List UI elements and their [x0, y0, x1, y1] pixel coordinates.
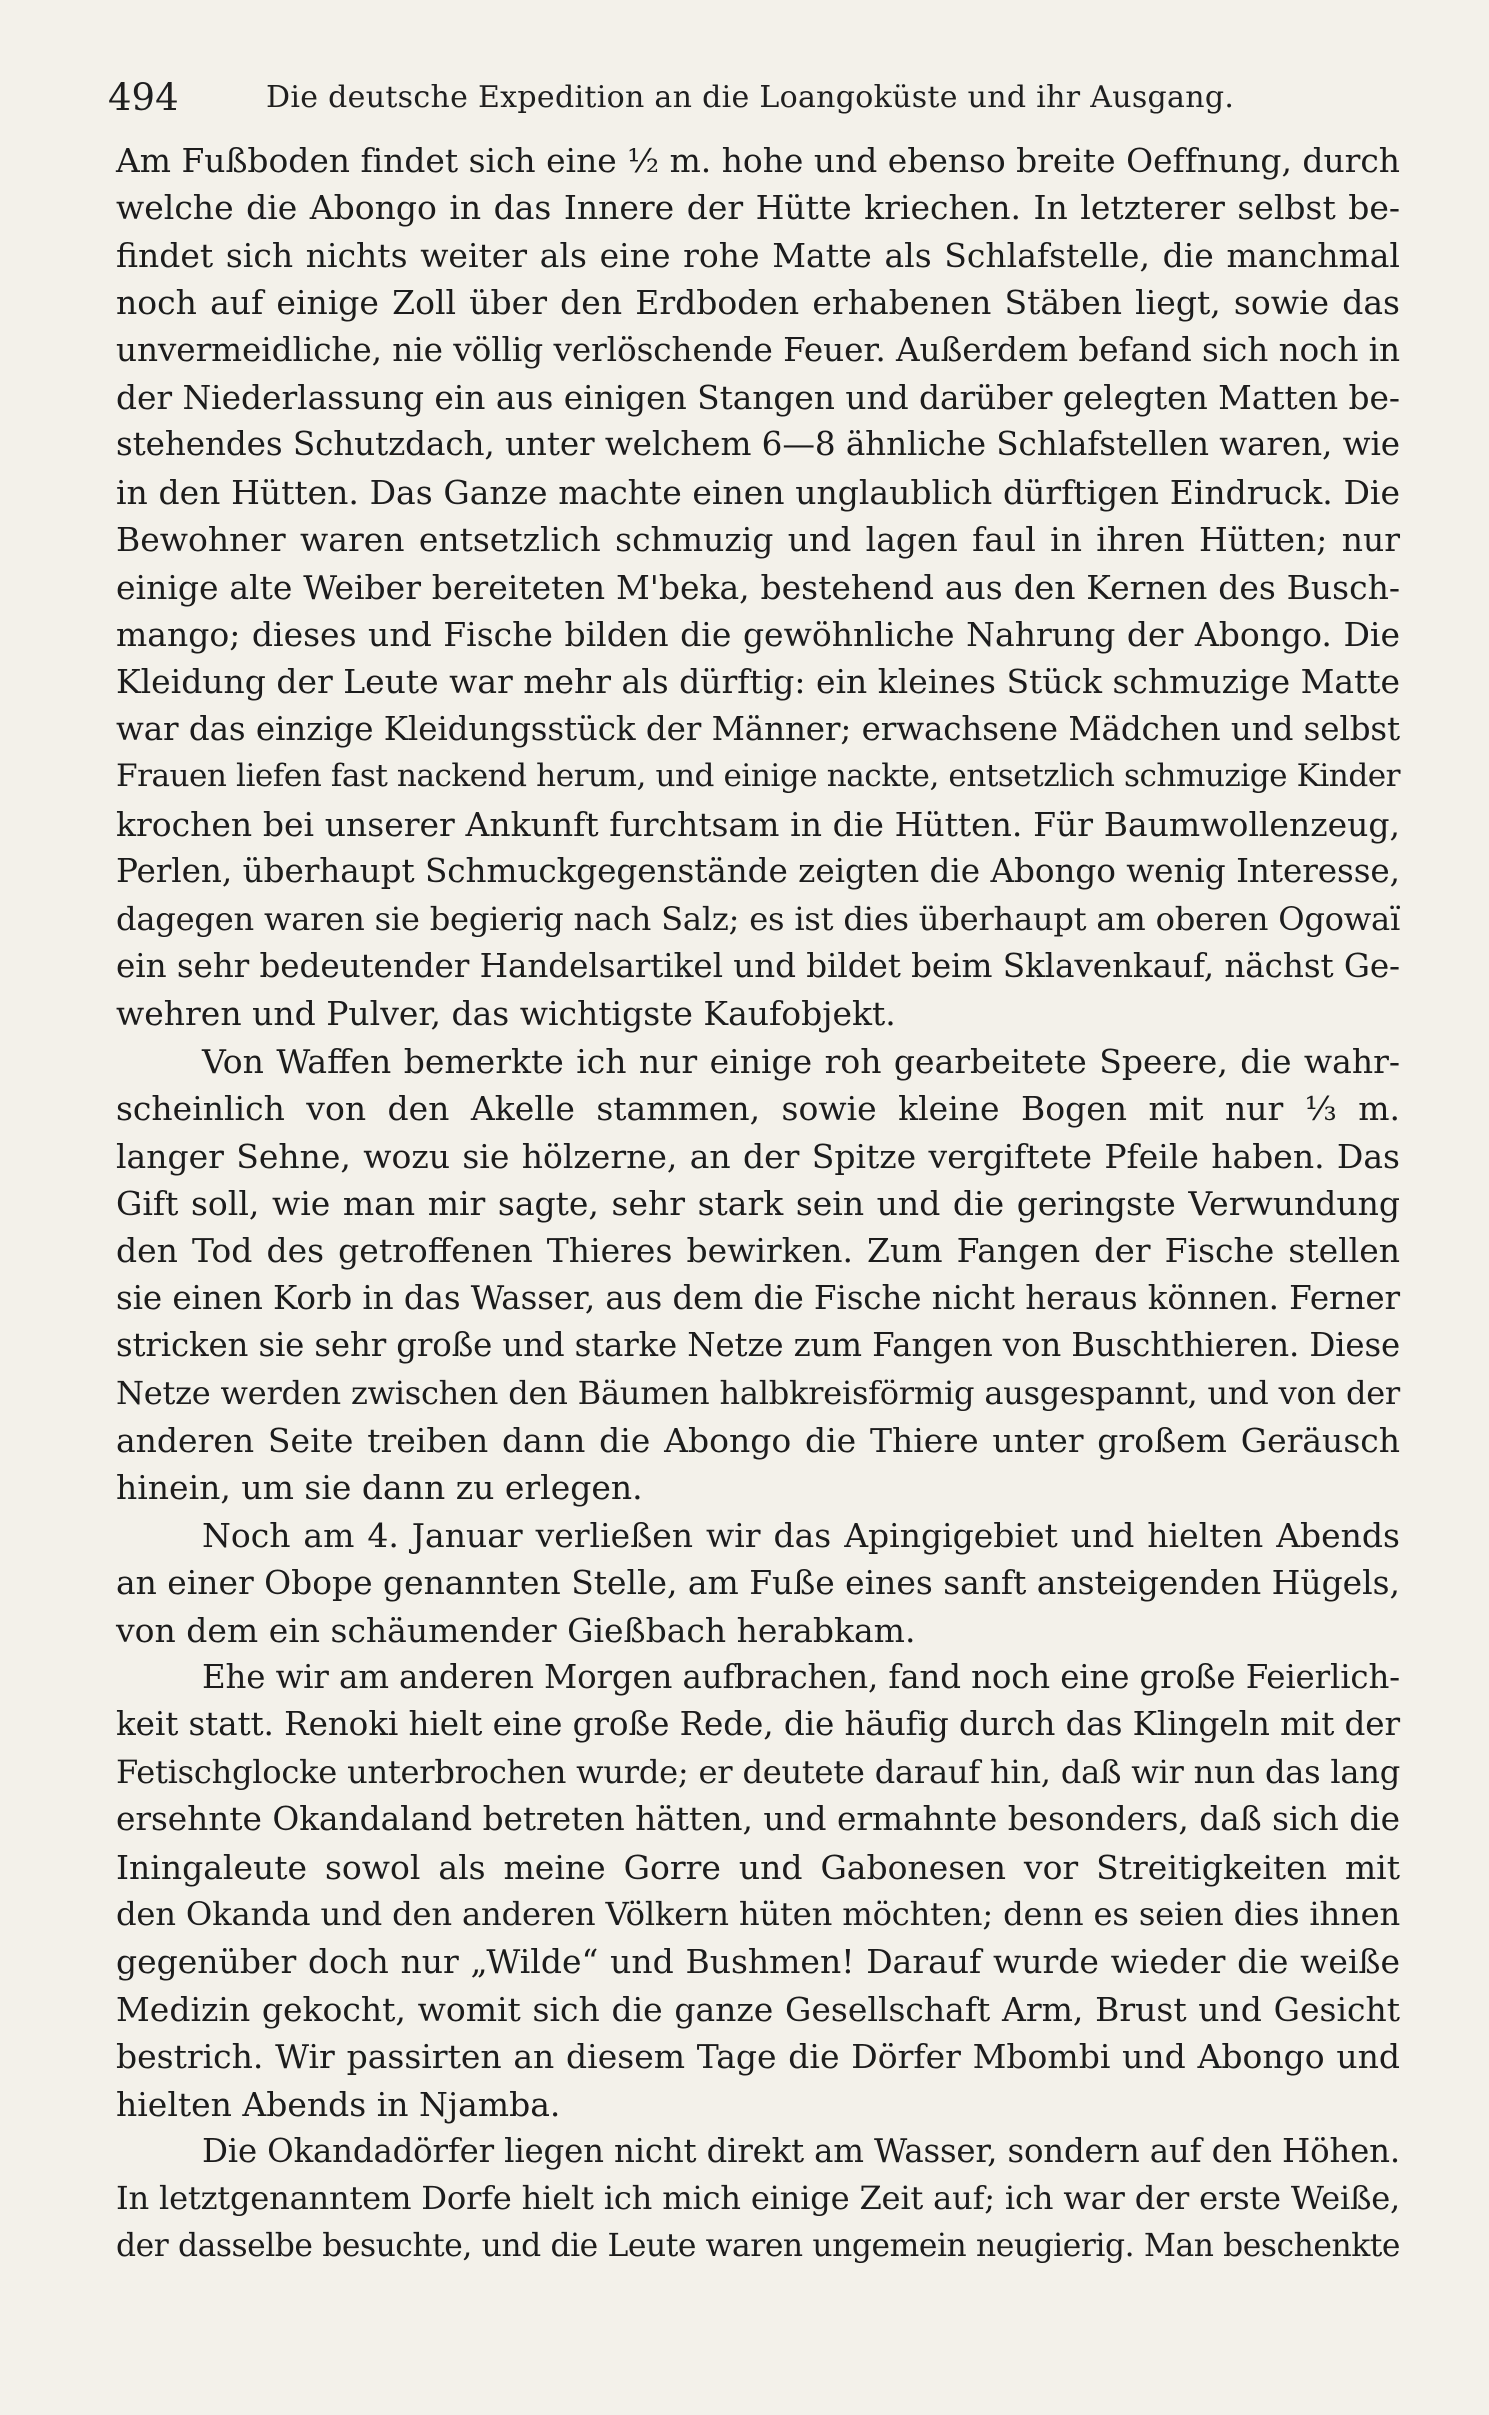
text-line: war das einzige Kleidungsstück der Männer; erwachsene Mädchen und selbst [116, 709, 1400, 748]
text-line: hinein, um sie dann zu erlegen. [116, 1468, 643, 1508]
text-line: dagegen waren sie begierig nach Salz; es ist dies überhaupt am oberen Ogowaï [116, 899, 1400, 938]
text-line: In letztgenanntem Dorfe hielt ich mich einige Zeit auf; ich war der erste Weiße, [116, 2179, 1400, 2218]
text-line: Bewohner waren entsetzlich schmuzig und lagen faul in ihren Hütten; nur [116, 520, 1400, 560]
text-line: unvermeidliche, nie völlig verlöschende Feuer. Außerdem befand sich noch in [116, 330, 1400, 369]
text-line: sie einen Korb in das Wasser, aus dem die Fische nicht heraus können. Ferner [116, 1278, 1400, 1317]
text-line: stricken sie sehr große und starke Netze zum Fangen von Buschthieren. Diese [116, 1326, 1400, 1365]
text-line: Iningaleute sowol als meine Gorre und Gabonesen vor Streitigkeiten mit [116, 1847, 1400, 1887]
text-line: an einer Obope genannten Stelle, am Fuße eines sanft ansteigenden Hügels, [116, 1563, 1400, 1603]
page-number: 494 [108, 76, 179, 119]
text-line: gegenüber doch nur „Wilde“ und Bushmen! Darauf wurde wieder die weiße [116, 1942, 1400, 1982]
text-line: Kleidung der Leute war mehr als dürftig: ein kleines Stück schmuzige Matte [116, 662, 1400, 702]
paragraph [116, 1654, 1400, 2128]
text-line: noch auf einige Zoll über den Erdboden erhabenen Stäben liegt, sowie das [116, 283, 1400, 323]
text-line: in den Hütten. Das Ganze machte einen unglaublich dürftigen Eindruck. Die [116, 472, 1400, 512]
text-line: Von Waffen bemerkte ich nur einige roh gearbeitete Speere, die wahr- [202, 1041, 1400, 1081]
paragraph [116, 1512, 1400, 1654]
paragraph [116, 137, 1400, 1038]
paragraph [116, 2128, 1400, 2270]
text-line: findet sich nichts weiter als eine rohe Matte als Schlafstelle, die manchmal [116, 235, 1400, 275]
body-text [116, 137, 1400, 2270]
text-line: Frauen liefen fast nackend herum, und einige nackte, entsetzlich schmuzige Kinder [116, 758, 1400, 795]
text-line: der dasselbe besuchte, und die Leute waren ungemein neugierig. Man beschenkte [116, 2227, 1400, 2264]
text-line: hielten Abends in Njamba. [116, 2084, 561, 2124]
text-line: wehren und Pulver, das wichtigste Kaufobjekt. [116, 994, 896, 1034]
text-line: Noch am 4. Januar verließen wir das Apingigebiet und hielten Abends [202, 1515, 1400, 1555]
text-line: Netze werden zwischen den Bäumen halbkreisförmig ausgespannt, und von der [116, 1373, 1400, 1412]
text-line: welche die Abongo in das Innere der Hütte kriechen. In letzterer selbst be- [116, 188, 1400, 228]
text-line: anderen Seite treiben dann die Abongo die Thiere unter großem Geräusch [116, 1420, 1400, 1460]
text-line: stehendes Schutzdach, unter welchem 6—8 ähnliche Schlafstellen waren, wie [116, 425, 1400, 464]
text-line: Die Okandadörfer liegen nicht direkt am Wasser, sondern auf den Höhen. [202, 2132, 1400, 2171]
page-header [108, 76, 1398, 120]
text-line: Gift soll, wie man mir sagte, sehr stark sein und die geringste Verwundung [116, 1183, 1400, 1223]
text-line: einige alte Weiber bereiteten M'beka, bestehend aus den Kernen des Busch- [116, 567, 1400, 607]
text-line: Perlen, überhaupt Schmuckgegenstände zeigten die Abongo wenig Interesse, [116, 852, 1400, 891]
paragraph [116, 1038, 1400, 1512]
text-line: Am Fußboden findet sich eine ½ m. hohe und ebenso breite Oeffnung, durch [116, 141, 1400, 180]
text-line: ersehnte Okandaland betreten hätten, und ermahnte besonders, daß sich die [116, 1800, 1400, 1839]
text-line: krochen bei unserer Ankunft furchtsam in die Hütten. Für Baumwollenzeug, [116, 804, 1400, 844]
text-line: langer Sehne, wozu sie hölzerne, an der Spitze vergiftete Pfeile haben. Das [116, 1136, 1400, 1176]
text-line: bestrich. Wir passirten an diesem Tage die Dörfer Mbombi und Abongo und [116, 2037, 1400, 2077]
text-line: den Tod des getroffenen Thieres bewirken. Zum Fangen der Fische stellen [116, 1231, 1400, 1271]
running-title: Die deutsche Expedition an die Loangoküste und ihr Ausgang. [266, 80, 1235, 115]
text-line: scheinlich von den Akelle stammen, sowie kleine Bogen mit nur ⅓ m. [116, 1089, 1400, 1129]
text-line: den Okanda und den anderen Völkern hüten möchten; denn es seien dies ihnen [116, 1895, 1400, 1934]
text-line: Medizin gekocht, womit sich die ganze Gesellschaft Arm, Brust und Gesicht [116, 1989, 1400, 2029]
text-line: mango; dieses und Fische bilden die gewöhnliche Nahrung der Abongo. Die [116, 615, 1400, 655]
text-line: der Niederlassung ein aus einigen Stangen und darüber gelegten Matten be- [116, 378, 1400, 418]
text-line: keit statt. Renoki hielt eine große Rede, die häufig durch das Klingeln mit der [116, 1705, 1400, 1744]
text-line: ein sehr bedeutender Handelsartikel und bildet beim Sklavenkauf, nächst Ge- [116, 946, 1400, 985]
text-line: Fetischglocke unterbrochen wurde; er deutete darauf hin, daß wir nun das lang [116, 1752, 1400, 1791]
text-line: von dem ein schäumender Gießbach herabkam. [116, 1610, 916, 1650]
text-line: Ehe wir am anderen Morgen aufbrachen, fand noch eine große Feierlich- [202, 1658, 1400, 1696]
